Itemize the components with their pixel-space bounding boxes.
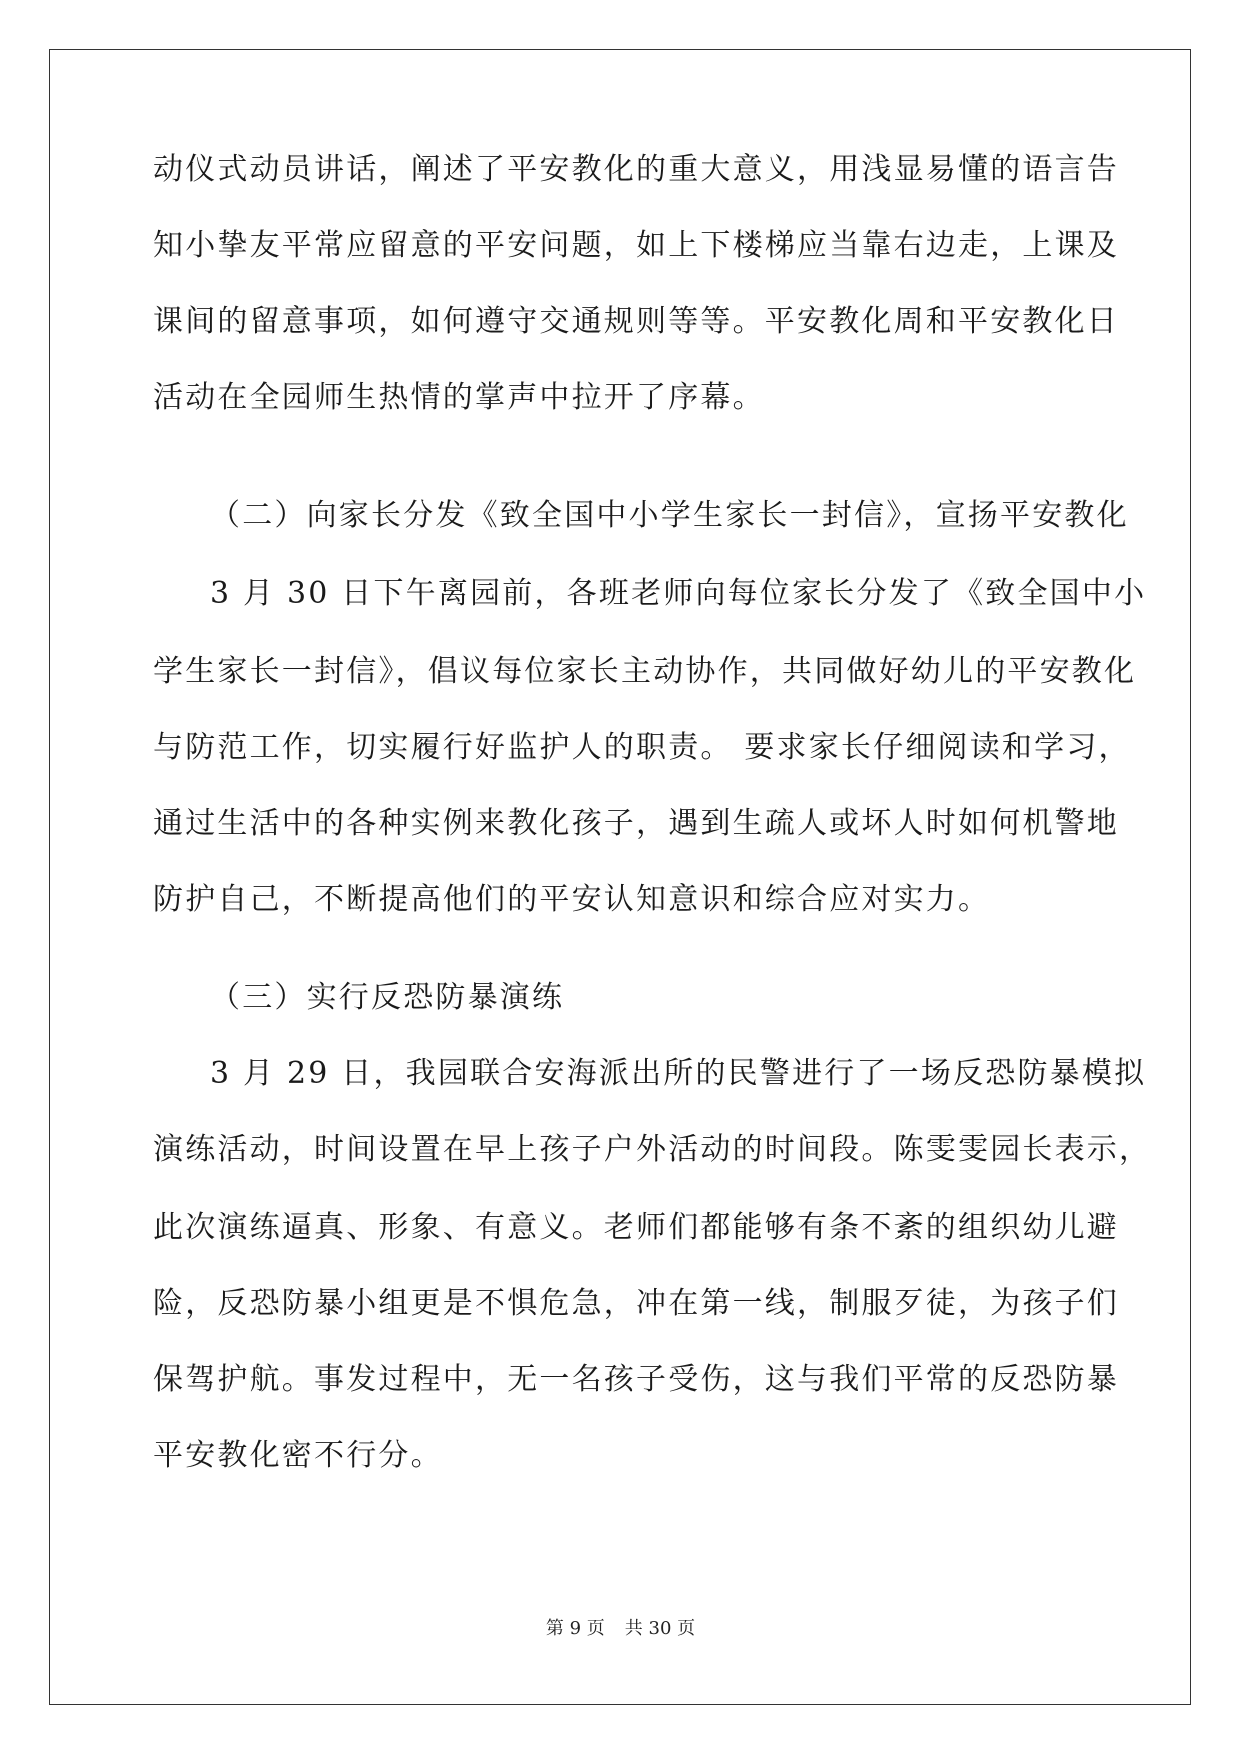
paragraph-line: 演练活动，时间设置在早上孩子户外活动的时间段。陈雯雯园长表示， [153, 1132, 1152, 1167]
page-number: 第 9 页 [545, 1618, 605, 1639]
paragraph-line: 知小挚友平常应留意的平安问题，如上下楼梯应当靠右边走，上课及 [153, 228, 1119, 263]
paragraph-line: 此次演练逼真、形象、有意义。老师们都能够有条不紊的组织幼儿避 [153, 1210, 1119, 1245]
paragraph-line: 动仪式动员讲话，阐述了平安教化的重大意义，用浅显易懂的语言告 [153, 152, 1119, 187]
paragraph-line: 课间的留意事项，如何遵守交通规则等等。平安教化周和平安教化日 [153, 304, 1119, 339]
section-heading: （二）向家长分发《致全国中小学生家长一封信》，宣扬平安教化 [210, 498, 1129, 533]
paragraph-line: 通过生活中的各种实例来教化孩子，遇到生疏人或坏人时如何机警地 [153, 806, 1119, 841]
page-total: 共 30 页 [624, 1618, 696, 1639]
paragraph-line: 与防范工作，切实履行好监护人的职责。 要求家长仔细阅读和学习， [153, 730, 1131, 765]
section-heading: （三）实行反恐防暴演练 [210, 980, 565, 1015]
paragraph-line: 保驾护航。事发过程中，无一名孩子受伤，这与我们平常的反恐防暴 [153, 1362, 1119, 1397]
paragraph-line: 活动在全园师生热情的掌声中拉开了序幕。 [153, 380, 765, 415]
paragraph-line: 险，反恐防暴小组更是不惧危急，冲在第一线，制服歹徒，为孩子们 [153, 1286, 1119, 1321]
page-footer [0, 1617, 1241, 1641]
paragraph-line: 3 月 30 日下午离园前，各班老师向每位家长分发了《致全国中小 [210, 576, 1147, 611]
paragraph-line: 平安教化密不行分。 [153, 1438, 443, 1473]
paragraph-line: 学生家长一封信》，倡议每位家长主动协作，共同做好幼儿的平安教化 [153, 654, 1137, 689]
paragraph-line: 3 月 29 日，我园联合安海派出所的民警进行了一场反恐防暴模拟 [210, 1056, 1147, 1091]
paragraph-line: 防护自己，不断提高他们的平安认知意识和综合应对实力。 [153, 882, 991, 917]
